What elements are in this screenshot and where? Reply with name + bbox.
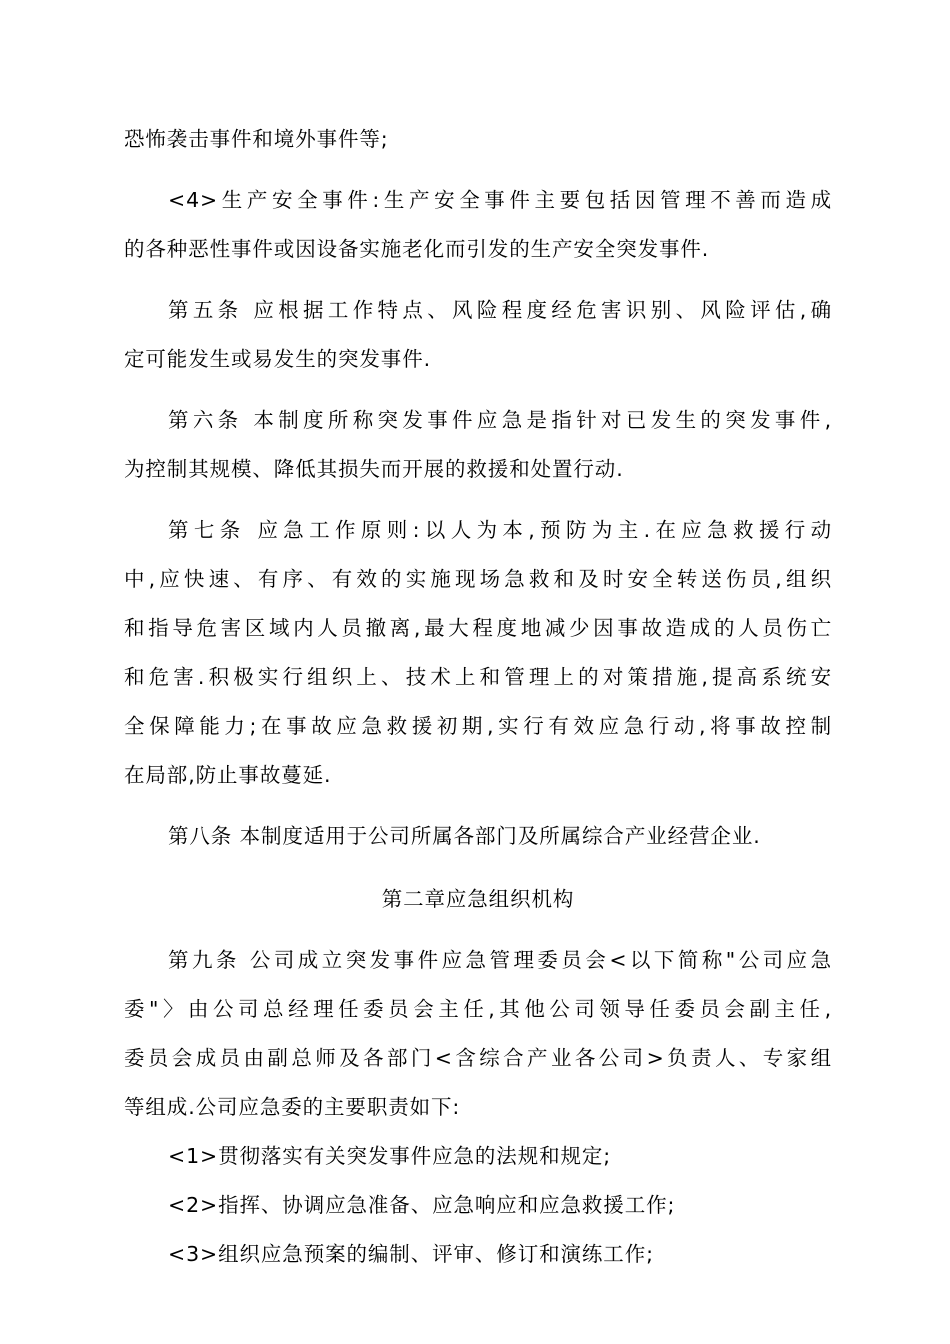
- article-5-line: 第五条 应根据工作特点、风险程度经危害识别、风险评估,确: [168, 298, 832, 322]
- article-8-line: 第八条 本制度适用于公司所属各部门及所属综合产业经营企业.: [168, 824, 761, 848]
- article-9-line: 等组成.公司应急委的主要职责如下:: [124, 1095, 461, 1119]
- article-7-line: 在局部,防止事故蔓延.: [124, 763, 332, 787]
- article-9-line: 委"〉由公司总经理任委员会主任,其他公司领导任委员会副主任,: [124, 997, 832, 1021]
- article-7-line: 中,应快速、有序、有效的实施现场急救和及时安全转送伤员,组织: [124, 567, 832, 591]
- article-7-line: 和指导危害区域内人员撤离,最大程度地减少因事故造成的人员伤亡: [124, 616, 832, 640]
- article-9-line: 第九条 公司成立突发事件应急管理委员会<以下简称"公司应急: [168, 948, 832, 972]
- item-4-line: <4>生产安全事件:生产安全事件主要包括因管理不善而造成: [168, 188, 832, 212]
- article-6-line: 第六条 本制度所称突发事件应急是指针对已发生的突发事件,: [168, 408, 832, 432]
- article-7-line: 全保障能力;在事故应急救援初期,实行有效应急行动,将事故控制: [124, 714, 832, 738]
- duty-item-1: <1>贯彻落实有关突发事件应急的法规和规定;: [168, 1144, 612, 1168]
- document-body: [124, 115, 832, 1279]
- article-7-line: 和危害.积极实行组织上、技术上和管理上的对策措施,提高系统安: [124, 665, 832, 689]
- article-5-line: 定可能发生或易发生的突发事件.: [124, 347, 432, 371]
- article-9-line: 委员会成员由副总师及各部门<含综合产业各公司>负责人、专家组: [124, 1046, 832, 1070]
- duty-item-3: <3>组织应急预案的编制、评审、修订和演练工作;: [168, 1242, 654, 1266]
- article-7-line: 第七条 应急工作原则:以人为本,预防为主.在应急救援行动: [168, 518, 832, 542]
- item-4-line: 的各种恶性事件或因设备实施老化而引发的生产安全突发事件.: [124, 237, 710, 261]
- article-6-line: 为控制其规模、降低其损失而开展的救援和处置行动.: [124, 457, 624, 481]
- chapter-title: 第二章应急组织机构: [381, 887, 575, 911]
- paragraph-line: 恐怖袭击事件和境外事件等;: [124, 127, 389, 151]
- duty-item-2: <2>指挥、协调应急准备、应急响应和应急救援工作;: [168, 1193, 676, 1217]
